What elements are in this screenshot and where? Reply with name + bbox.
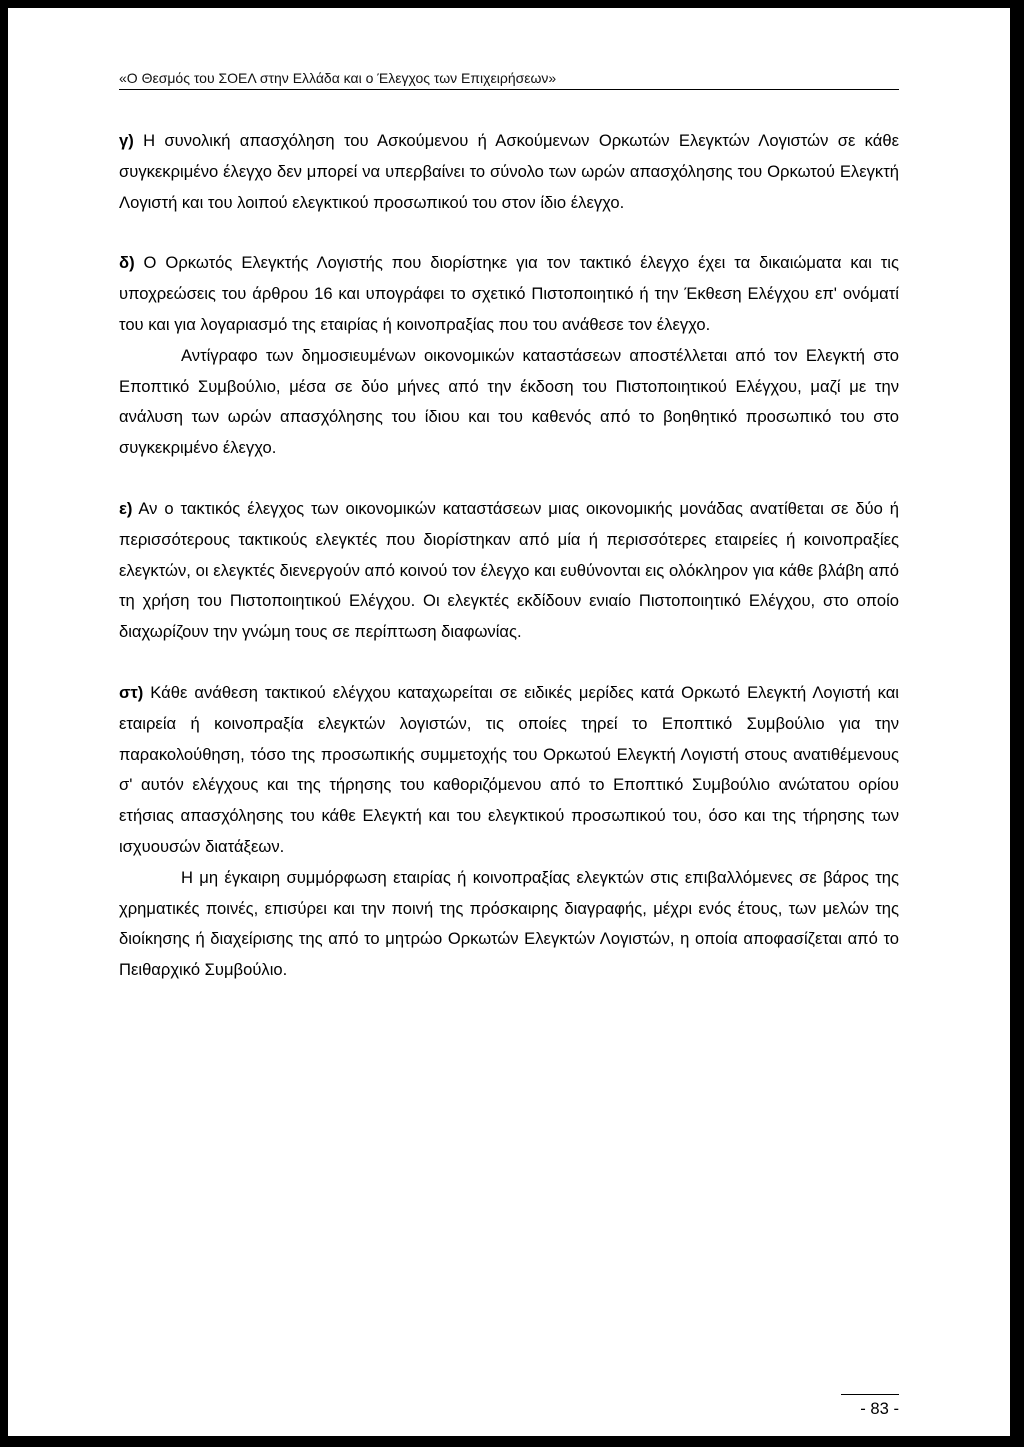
paragraph-delta [119, 248, 899, 340]
document-page [8, 8, 1010, 1436]
paragraph-text: Ο Ορκωτός Ελεγκτής Λογιστής που διορίστηκε για τον τακτικό έλεγχο έχει τα δικαιώματα και τις υποχρεώσεις του άρθρου 16 και υπογράφει το σχετικό Πιστοποιητικό ή την Έκθεση Ελέγχου επ' ονόματί του και για λογαριασμό της εταιρίας ή κοινοπραξίας που του ανάθεσε τον έλεγχο. [119, 253, 899, 334]
page-number: - 83 - [841, 1394, 899, 1419]
item-marker: στ) [119, 682, 144, 702]
paragraph-delta-continuation [119, 341, 899, 464]
paragraph-epsilon [119, 494, 899, 648]
body-text [119, 126, 899, 986]
item-marker: γ) [119, 131, 134, 150]
paragraph-gamma [119, 126, 899, 218]
paragraph-st-continuation [119, 863, 899, 986]
paragraph-st [119, 678, 899, 863]
paragraph-text: Κάθε ανάθεση τακτικού ελέγχου καταχωρείται σε ειδικές μερίδες κατά Ορκωτό Ελεγκτή Λογιστή και εταιρεία ή κοινοπραξία ελεγκτών λογιστών, τις οποίες τηρεί το Εποπτικό Συμβούλιο για την παρακολούθηση, τόσο της προσωπικής συμμετοχής του Ορκωτού Ελεγκτή Λογιστή στους ανατιθέμενους σ' αυτόν ελέγχους και της τήρησης του καθοριζόμενου από το Εποπτικό Συμβούλιο ανώτατου ορίου ετήσιας απασχόλησης του κάθε Ελεγκτή και του ελεγκτικού προσωπικού του, όσο και της τήρησης των ισχυουσών διατάξεων. [119, 682, 899, 856]
paragraph-text: Η μη έγκαιρη συμμόρφωση εταιρίας ή κοινοπραξίας ελεγκτών στις επιβαλλόμενες σε βάρος της χρηματικές ποινές, επισύρει και την ποινή της πρόσκαιρης διαγραφής, μέχρι ενός έτους, των μελών της διοίκησης ή διαχείρισης της από το μητρώο Ορκωτών Ελεγκτών Λογιστών, η οποία αποφασίζεται από το Πειθαρχικό Συμβούλιο. [119, 867, 899, 980]
paragraph-text: Η συνολική απασχόληση του Ασκούμενου ή Ασκούμενων Ορκωτών Ελεγκτών Λογιστών σε κάθε συγκεκριμένο έλεγχο δεν μπορεί να υπερβαίνει το σύνολο των ωρών απασχόλησης του Ορκωτού Ελεγκτή Λογιστή και του λοιπού ελεγκτικού προσωπικού του στον ίδιο έλεγχο. [119, 131, 899, 212]
paragraph-text: Αντίγραφο των δημοσιευμένων οικονομικών καταστάσεων αποστέλλεται από τον Ελεγκτή στο Εποπτικό Συμβούλιο, μέσα σε δύο μήνες από την έκδοση του Πιστοποιητικού Ελέγχου, μαζί με την ανάλυση των ωρών απασχόλησης του ίδιου και του καθενός από το βοηθητικό προσωπικό του στο συγκεκριμένο έλεγχο. [119, 345, 899, 458]
running-header: «Ο Θεσμός του ΣΟΕΛ στην Ελλάδα και ο Έλεγχος των Επιχειρήσεων» [119, 70, 899, 90]
item-marker: ε) [119, 498, 133, 518]
item-marker: δ) [119, 253, 135, 273]
paragraph-text: Αν ο τακτικός έλεγχος των οικονομικών καταστάσεων μιας οικονομικής μονάδας ανατίθεται σε δύο ή περισσότερους τακτικούς ελεγκτές που διορίστηκαν από μία ή περισσότερες εταιρείες ή κοινοπραξίες ελεγκτών, οι ελεγκτές διενεργούν από κοινού τον έλεγχο και ευθύνονται εις ολόκληρον για κάθε βλάβη από τη χρήση του Πιστοποιητικού Ελέγχου. Οι ελεγκτές εκδίδουν ενιαίο Πιστοποιητικό Ελέγχου, στο οποίο διαχωρίζουν την γνώμη τους σε περίπτωση διαφωνίας. [119, 498, 899, 642]
